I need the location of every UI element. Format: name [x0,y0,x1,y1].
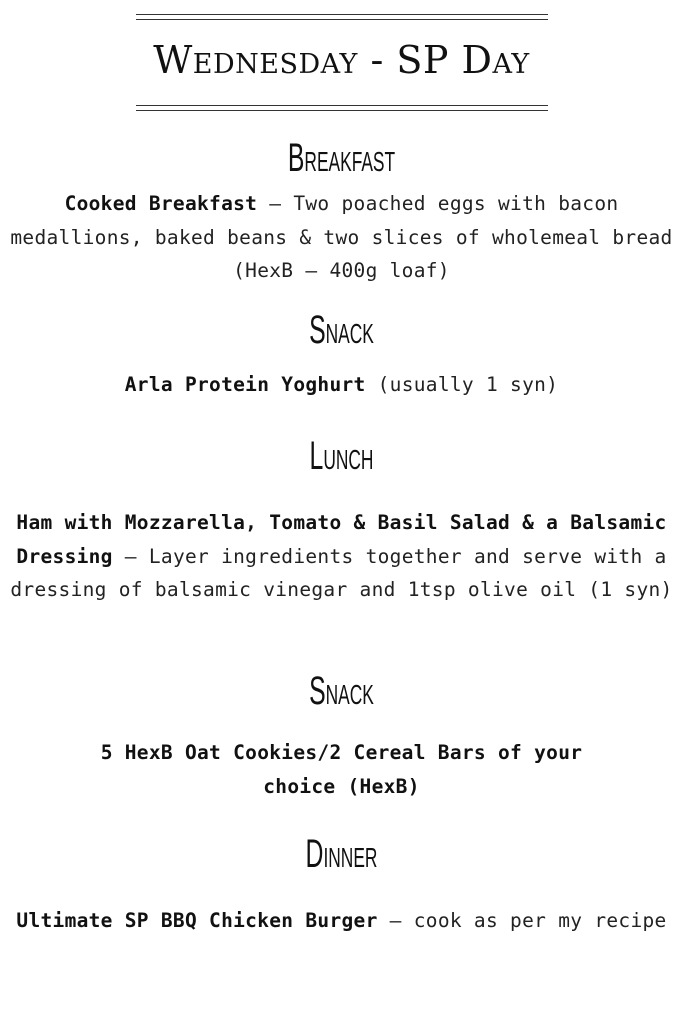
dinner-heading: Dinner [305,832,378,876]
bottom-divider [136,105,548,111]
breakfast-separator: – [257,192,294,215]
dinner-detail: cook as per my recipe [413,909,667,932]
breakfast-detail: Two poached eggs with bacon medallions, baked beans & two slices of wholemeal bread (HexB – 400g loaf) [10,192,673,282]
snack-heading-1: Snack [309,308,374,352]
dinner-separator: – [377,909,414,932]
dinner-item: Ultimate SP BBQ Chicken Burger [16,909,378,932]
snack-1-item: Arla Protein Yoghurt [124,373,366,396]
lunch-detail: Layer ingredients together and serve with a dressing of balsamic vinegar and 1tsp olive oil (1 syn) [10,544,673,601]
snack-1-description [10,368,673,402]
breakfast-item: Cooked Breakfast [64,192,258,215]
snack-heading-2: Snack [309,669,374,713]
breakfast-description [10,187,673,288]
top-divider [136,14,548,20]
breakfast-heading: Breakfast [287,136,396,180]
dinner-description [10,904,673,938]
snack-2-item: 5 HexB Oat Cookies/2 Cereal Bars of your choice (HexB) [100,741,583,798]
lunch-separator: – [112,544,149,568]
snack-1-detail: (usually 1 syn) [365,373,559,396]
lunch-item: Ham with Mozzarella, Tomato & Basil Salad & a Balsamic Dressing [16,511,667,568]
page-title: Wednesday - SP Day [153,38,530,82]
snack-2-description [100,736,583,803]
lunch-heading: Lunch [309,434,374,478]
lunch-description [10,506,673,607]
